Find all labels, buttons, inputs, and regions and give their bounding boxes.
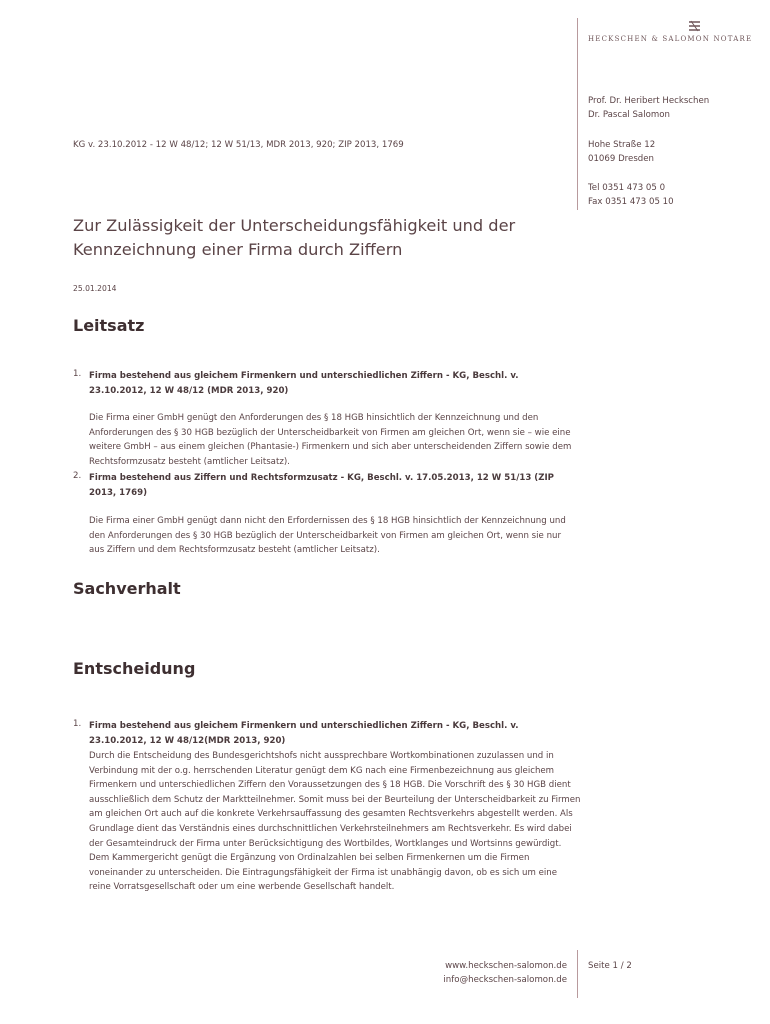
section-heading-entscheidung: Entscheidung bbox=[73, 659, 196, 678]
contact-name-1: Prof. Dr. Heribert Heckschen bbox=[588, 96, 710, 106]
contact-fax: Fax 0351 473 05 10 bbox=[588, 197, 674, 207]
section-heading-sachverhalt: Sachverhalt bbox=[73, 579, 181, 598]
contact-city: 01069 Dresden bbox=[588, 154, 654, 164]
firm-logo-text: HECKSCHEN & SALOMON NOTARE bbox=[588, 35, 753, 43]
leitsatz-item-2-text: Die Firma einer GmbH genügt dann nicht den Erfordernissen des § 18 HGB hinsichtlich der Kennzeichnung und den Anforderungen des § 30 HGB bezüglich der Unterscheidbarkeit von Firmen am gleichen Ort, wenn sie nur aus Ziffern und dem Rechtsformzusatz besteht (amtlicher Leitsatz). bbox=[89, 516, 566, 556]
section-heading-leitsatz: Leitsatz bbox=[73, 316, 145, 335]
header-divider bbox=[577, 18, 578, 210]
page-number: Seite 1 / 2 bbox=[588, 961, 632, 971]
leitsatz-item-2-number: 2. bbox=[73, 471, 82, 481]
document-title: Zur Zulässigkeit der Unterscheidungsfähigkeit und der Kennzeichnung einer Firma durch Ziffern bbox=[73, 216, 516, 259]
entscheidung-item-1-text: Durch die Entscheidung des Bundesgerichtshofs nicht aussprechbare Wortkombinationen zuzulassen und in Verbindung mit der o.g. herrschenden Literatur genügt dem KG nach eine Firmenbezeichnung aus gleichem Firmenkern und unterschiedlichen Ziffern den Voraussetzungen des § 18 HGB. Die Vorschrift des § 30 HGB dient ausschließlich dem Schutz der Marktteilnehmer. Somit muss bei der Beurteilung der Unterscheidbarkeit zu Firmen am gleichen Ort auch auf die konkrete Verkehrsauffassung des gesamten Rechtsverkehrs abgestellt werden. Als Grundlage dient das Verständnis eines durchschnittlichen Verkehrsteilnehmers am Rechtsverkehr. Es wird dabei der Gesamteindruck der Firma unter Berücksichtigung des Wortbildes, Wortklanges und Wortsinns gewürdigt. Dem Kammergericht genügt die Ergänzung von Ordinalzahlen bei selben Firmenkernen um die Firmen voneinander zu unterscheiden. Die Eintragungsfähigkeit der Firma ist unabhängig davon, ob es sich um eine reine Vorratsgesellschaft oder um eine werbende Gesellschaft handelt. bbox=[89, 751, 581, 893]
contact-tel: Tel 0351 473 05 0 bbox=[588, 183, 666, 193]
seal-logo-icon bbox=[688, 20, 701, 32]
leitsatz-item-1-title: Firma bestehend aus gleichem Firmenkern und unterschiedlichen Ziffern - KG, Beschl. v. 23.10.2012, 12 W 48/12 (MDR 2013, 920) bbox=[89, 371, 519, 396]
footer-divider bbox=[577, 950, 578, 998]
leitsatz-item-2-title: Firma bestehend aus Ziffern und Rechtsformzusatz - KG, Beschl. v. 17.05.2013, 12 W 51/13 (ZIP 2013, 1769) bbox=[89, 473, 554, 498]
leitsatz-item-1-number: 1. bbox=[73, 369, 82, 379]
leitsatz-item-1-text: Die Firma einer GmbH genügt den Anforderungen des § 18 HGB hinsichtlich der Kennzeichnung und den Anforderungen des § 30 HGB bezüglich der Unterscheidbarkeit von Firmen am gleichen Ort, wenn sie – wie eine weitere GmbH – aus einem gleichen (Phantasie-) Firmenkern und sich aber unterscheidenden Ziffern sowie dem Rechtsformzusatz besteht (amtlicher Leitsatz). bbox=[89, 413, 572, 467]
case-reference: KG v. 23.10.2012 - 12 W 48/12; 12 W 51/13, MDR 2013, 920; ZIP 2013, 1769 bbox=[73, 140, 404, 150]
footer-website-link[interactable]: www.heckschen-salomon.de bbox=[445, 961, 567, 971]
contact-street: Hohe Straße 12 bbox=[588, 140, 656, 150]
document-date: 25.01.2014 bbox=[73, 284, 117, 293]
entscheidung-item-1-title: Firma bestehend aus gleichem Firmenkern und unterschiedlichen Ziffern - KG, Beschl. v. 23.10.2012, 12 W 48/12(MDR 2013, 920) bbox=[89, 721, 519, 746]
entscheidung-item-1-number: 1. bbox=[73, 719, 82, 729]
contact-name-2: Dr. Pascal Salomon bbox=[588, 110, 670, 120]
footer-email-link[interactable]: info@heckschen-salomon.de bbox=[443, 975, 567, 985]
